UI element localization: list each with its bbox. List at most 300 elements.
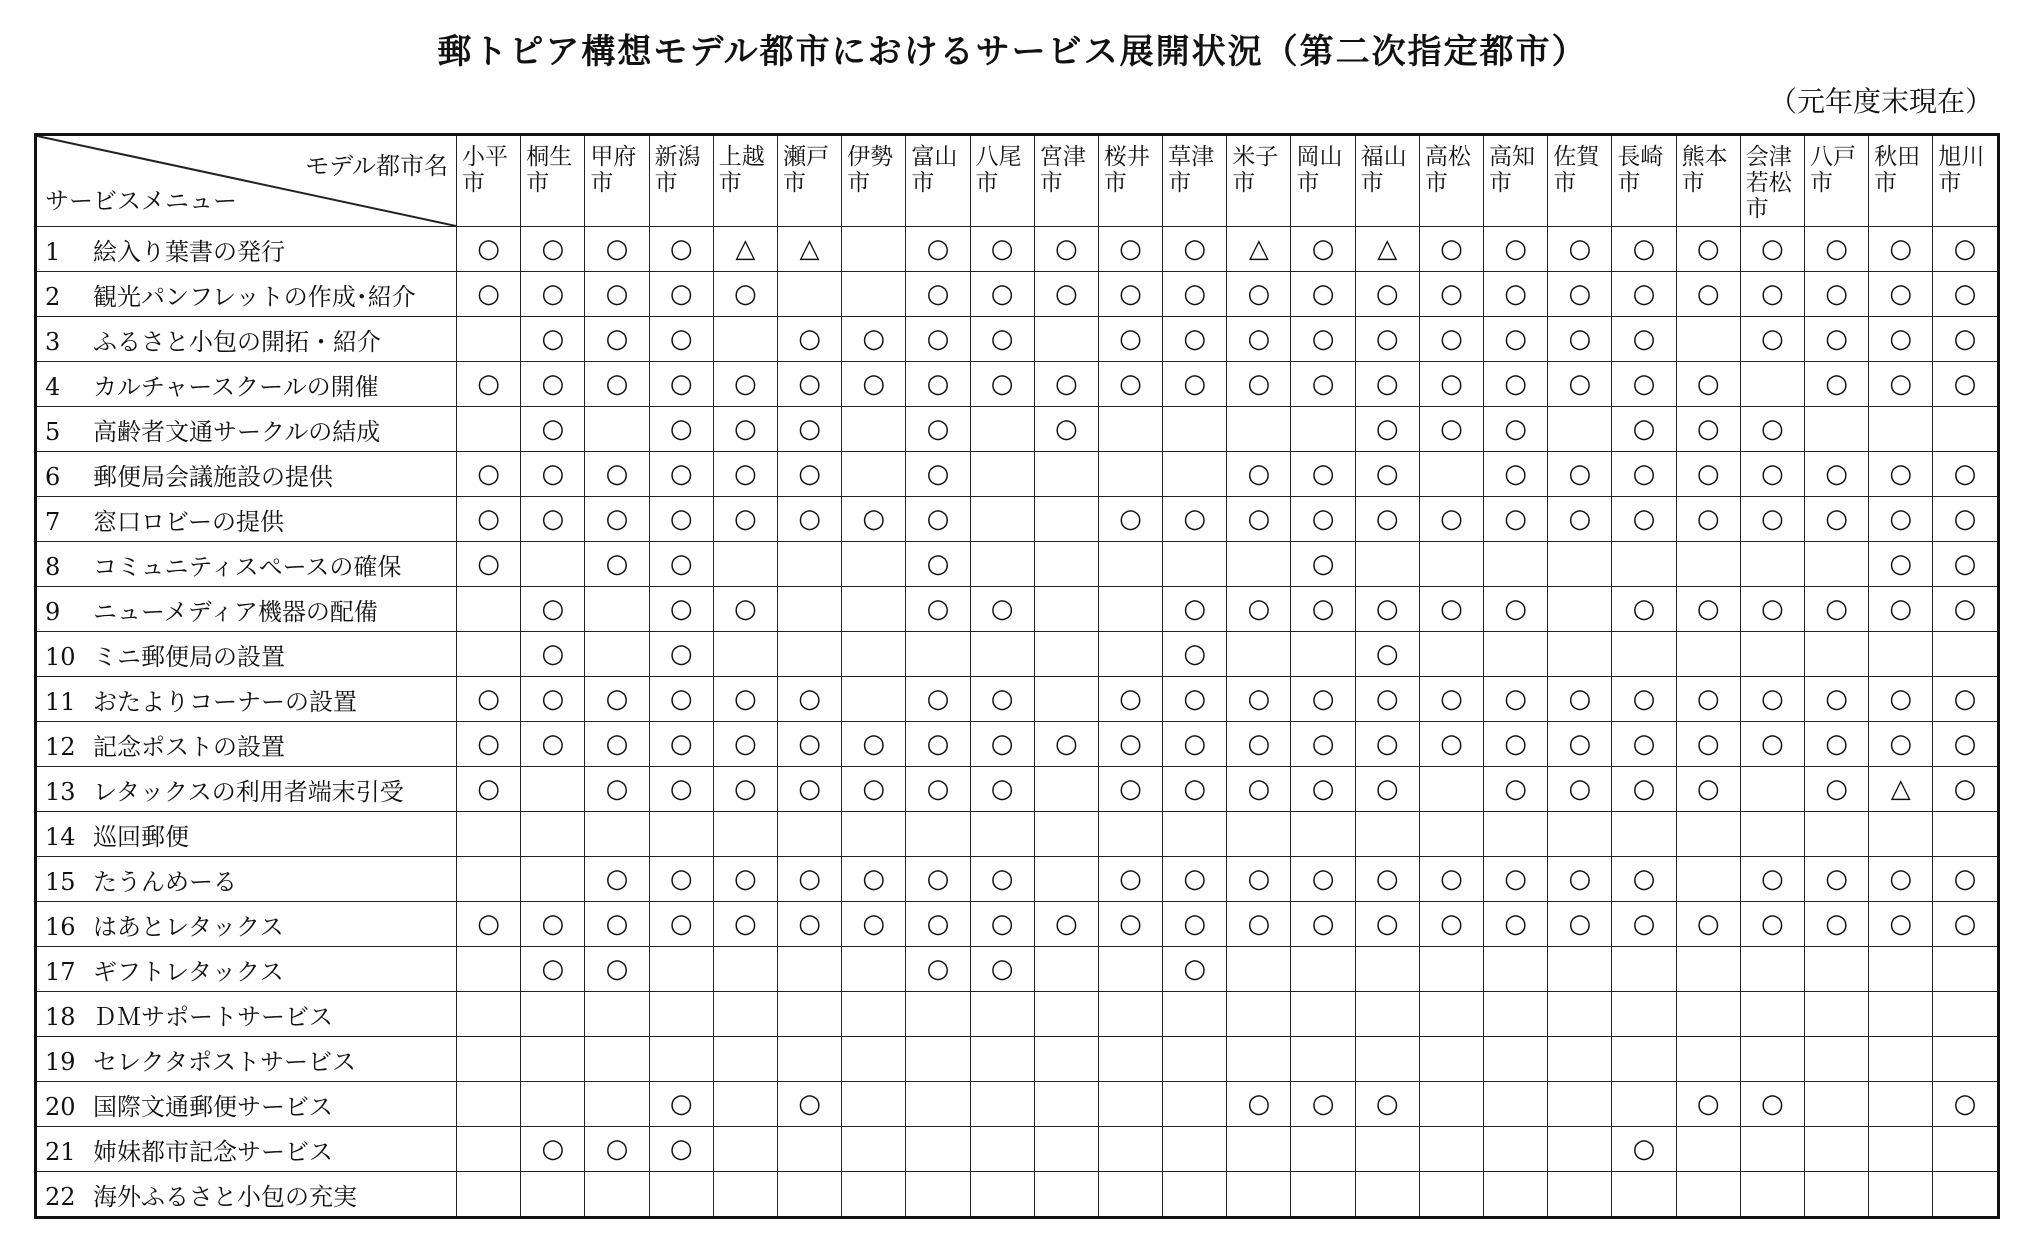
table-row [36, 407, 1999, 452]
table-row [36, 1172, 1999, 1218]
status-mark-cell [1548, 992, 1612, 1037]
service-number: 9 [45, 597, 61, 626]
status-mark-cell: ○ [521, 1127, 585, 1172]
status-mark-cell [585, 407, 649, 452]
status-mark-cell: ○ [649, 317, 713, 362]
status-mark-cell: ○ [1355, 632, 1419, 677]
service-name: 海外ふるさと小包の充実 [93, 1182, 357, 1211]
status-mark-cell [777, 587, 841, 632]
status-mark-cell [1034, 542, 1098, 587]
table-row [36, 992, 1999, 1037]
city-column-header [1869, 135, 1933, 227]
status-mark-cell [1227, 1037, 1291, 1082]
city-name: 八戸 市 [1809, 144, 1856, 196]
status-mark-cell: ○ [1676, 677, 1740, 722]
status-mark-cell [713, 1037, 777, 1082]
status-mark-cell: ○ [585, 722, 649, 767]
city-name: 桐生 市 [526, 144, 573, 196]
status-mark-cell [1291, 812, 1355, 857]
status-mark-cell: ○ [1612, 722, 1676, 767]
status-mark-cell [1098, 1127, 1162, 1172]
table-row [36, 722, 1999, 767]
status-mark-cell: ○ [649, 542, 713, 587]
status-mark-cell [1034, 632, 1098, 677]
status-mark-cell: ○ [842, 497, 906, 542]
status-mark-cell: ○ [1419, 497, 1483, 542]
status-mark-cell: ○ [1869, 857, 1933, 902]
status-mark-cell: ○ [649, 497, 713, 542]
status-mark-cell [842, 812, 906, 857]
status-mark-cell [521, 857, 585, 902]
status-mark-cell: ○ [906, 362, 970, 407]
service-name-cell [36, 407, 457, 452]
status-mark-cell: ○ [1933, 767, 1998, 812]
status-mark-cell: ○ [842, 857, 906, 902]
status-mark-cell [970, 497, 1034, 542]
status-mark-cell [777, 542, 841, 587]
service-name: ギフトレタックス [93, 957, 284, 986]
status-mark-cell [457, 317, 521, 362]
status-mark-cell: ○ [521, 632, 585, 677]
status-mark-cell: ○ [1291, 497, 1355, 542]
status-mark-cell [1355, 947, 1419, 992]
city-column-header [1419, 135, 1483, 227]
status-mark-cell: ○ [1676, 722, 1740, 767]
status-mark-cell: ○ [777, 722, 841, 767]
status-mark-cell [1740, 542, 1804, 587]
status-mark-cell [585, 1172, 649, 1218]
status-mark-cell [906, 812, 970, 857]
status-mark-cell: ○ [1227, 452, 1291, 497]
status-mark-cell: ○ [713, 767, 777, 812]
status-mark-cell: ○ [777, 452, 841, 497]
table-row [36, 767, 1999, 812]
service-number: 2 [45, 282, 61, 311]
status-mark-cell [713, 812, 777, 857]
status-mark-cell [1034, 587, 1098, 632]
status-mark-cell [1484, 992, 1548, 1037]
status-mark-cell: ○ [1291, 857, 1355, 902]
status-mark-cell: ○ [521, 452, 585, 497]
status-mark-cell: ○ [585, 497, 649, 542]
status-mark-cell [457, 947, 521, 992]
status-mark-cell [842, 947, 906, 992]
status-mark-cell: ○ [906, 902, 970, 947]
status-mark-cell: ○ [649, 677, 713, 722]
status-mark-cell [1098, 542, 1162, 587]
status-mark-cell [1227, 812, 1291, 857]
status-mark-cell: ○ [585, 857, 649, 902]
status-mark-cell [777, 947, 841, 992]
status-mark-cell [970, 1037, 1034, 1082]
status-mark-cell: ○ [1804, 857, 1868, 902]
status-mark-cell [1034, 452, 1098, 497]
status-mark-cell [1098, 1172, 1162, 1218]
city-column-header [1227, 135, 1291, 227]
status-mark-cell [1612, 1172, 1676, 1218]
status-mark-cell [842, 1082, 906, 1127]
status-mark-cell: ○ [1740, 497, 1804, 542]
status-mark-cell: ○ [1227, 857, 1291, 902]
city-column-header [1804, 135, 1868, 227]
status-mark-cell [649, 1172, 713, 1218]
status-mark-cell [713, 992, 777, 1037]
status-mark-cell: ○ [1740, 587, 1804, 632]
city-column-header [1612, 135, 1676, 227]
service-name-cell [36, 542, 457, 587]
status-mark-cell: ○ [1227, 722, 1291, 767]
status-mark-cell: ○ [1869, 497, 1933, 542]
status-mark-cell [1355, 812, 1419, 857]
status-mark-cell: ○ [1355, 497, 1419, 542]
status-mark-cell [1804, 542, 1868, 587]
status-mark-cell: ○ [1869, 542, 1933, 587]
status-mark-cell [1163, 407, 1227, 452]
corner-header-cell [36, 135, 457, 227]
status-mark-cell [1740, 767, 1804, 812]
service-name-cell [36, 812, 457, 857]
status-mark-cell [1740, 947, 1804, 992]
status-mark-cell [457, 1127, 521, 1172]
status-mark-cell [1869, 947, 1933, 992]
status-mark-cell: ○ [1933, 1082, 1998, 1127]
status-mark-cell: ○ [1548, 272, 1612, 317]
status-mark-cell: ○ [1291, 902, 1355, 947]
status-mark-cell: ○ [1098, 272, 1162, 317]
status-mark-cell [1869, 407, 1933, 452]
table-body [36, 227, 1999, 1218]
status-mark-cell: ○ [521, 272, 585, 317]
status-mark-cell: ○ [1676, 587, 1740, 632]
status-mark-cell: ○ [842, 767, 906, 812]
status-mark-cell [1612, 947, 1676, 992]
status-mark-cell [1291, 947, 1355, 992]
status-mark-cell [1098, 407, 1162, 452]
status-mark-cell: ○ [1612, 677, 1676, 722]
status-mark-cell: ○ [1548, 902, 1612, 947]
status-mark-cell [585, 587, 649, 632]
service-name: 窓口ロビーの提供 [93, 507, 285, 536]
table-row [36, 632, 1999, 677]
status-mark-cell: ○ [1163, 497, 1227, 542]
status-mark-cell: ○ [1419, 362, 1483, 407]
status-mark-cell [1484, 542, 1548, 587]
status-mark-cell: ○ [1548, 227, 1612, 272]
service-number: 22 [45, 1182, 76, 1211]
status-mark-cell: ○ [713, 857, 777, 902]
status-mark-cell: ○ [906, 722, 970, 767]
status-mark-cell [1804, 992, 1868, 1037]
status-mark-cell [1740, 992, 1804, 1037]
table-row [36, 272, 1999, 317]
city-name: 佐賀 市 [1553, 144, 1600, 196]
service-name-cell [36, 1127, 457, 1172]
status-mark-cell: ○ [1612, 767, 1676, 812]
city-column-header [1676, 135, 1740, 227]
status-mark-cell: ○ [970, 227, 1034, 272]
status-mark-cell: ○ [842, 362, 906, 407]
status-mark-cell: ○ [1676, 362, 1740, 407]
status-mark-cell: △ [777, 227, 841, 272]
status-mark-cell: ○ [1163, 857, 1227, 902]
status-mark-cell: ○ [1227, 317, 1291, 362]
status-mark-cell [970, 407, 1034, 452]
status-mark-cell: ○ [1740, 452, 1804, 497]
service-number: 21 [45, 1137, 76, 1166]
status-mark-cell [1548, 1037, 1612, 1082]
status-mark-cell [1804, 632, 1868, 677]
status-mark-cell [842, 452, 906, 497]
city-name: 八尾 市 [975, 144, 1022, 196]
status-mark-cell: ○ [1676, 407, 1740, 452]
status-mark-cell [1034, 497, 1098, 542]
status-mark-cell: ○ [521, 902, 585, 947]
status-mark-cell: ○ [1098, 767, 1162, 812]
status-mark-cell [1034, 1037, 1098, 1082]
status-mark-cell: ○ [1034, 722, 1098, 767]
status-mark-cell: ○ [1227, 272, 1291, 317]
city-column-header [1355, 135, 1419, 227]
service-number: 10 [45, 642, 76, 671]
table-row [36, 902, 1999, 947]
status-mark-cell [970, 1172, 1034, 1218]
status-mark-cell [1419, 1082, 1483, 1127]
status-mark-cell [1548, 1082, 1612, 1127]
service-name-cell [36, 362, 457, 407]
status-mark-cell: ○ [1484, 902, 1548, 947]
table-row [36, 677, 1999, 722]
service-number: 6 [45, 462, 61, 491]
status-mark-cell: ○ [649, 272, 713, 317]
status-mark-cell [457, 1172, 521, 1218]
status-mark-cell [1548, 587, 1612, 632]
status-mark-cell: ○ [1355, 1082, 1419, 1127]
status-mark-cell [1163, 452, 1227, 497]
status-mark-cell: ○ [1933, 677, 1998, 722]
status-mark-cell [1869, 992, 1933, 1037]
status-mark-cell [1804, 1082, 1868, 1127]
status-mark-cell [1740, 632, 1804, 677]
model-city-label: モデル都市名 [305, 152, 448, 180]
status-mark-cell [1227, 992, 1291, 1037]
status-mark-cell: ○ [1163, 317, 1227, 362]
city-name: 上越 市 [718, 144, 765, 196]
status-mark-cell [842, 272, 906, 317]
status-mark-cell: ○ [521, 587, 585, 632]
status-mark-cell [1612, 1037, 1676, 1082]
status-mark-cell [906, 992, 970, 1037]
service-name-cell [36, 1082, 457, 1127]
status-mark-cell: ○ [585, 452, 649, 497]
status-mark-cell: ○ [713, 677, 777, 722]
status-mark-cell: ○ [1933, 317, 1998, 362]
status-mark-cell: ○ [1163, 902, 1227, 947]
city-column-header [521, 135, 585, 227]
status-mark-cell: △ [1227, 227, 1291, 272]
status-mark-cell: ○ [649, 722, 713, 767]
status-mark-cell [1676, 992, 1740, 1037]
status-mark-cell [1291, 407, 1355, 452]
status-mark-cell [1227, 1172, 1291, 1218]
status-mark-cell: ○ [1933, 542, 1998, 587]
status-mark-cell: ○ [906, 317, 970, 362]
status-mark-cell: ○ [1291, 362, 1355, 407]
status-mark-cell: ○ [1869, 317, 1933, 362]
status-mark-cell [1163, 1082, 1227, 1127]
status-mark-cell [1034, 1127, 1098, 1172]
status-mark-cell [649, 812, 713, 857]
status-mark-cell: ○ [1098, 317, 1162, 362]
status-mark-cell: ○ [649, 227, 713, 272]
city-name: 宮津 市 [1039, 144, 1086, 196]
status-mark-cell: ○ [649, 587, 713, 632]
status-mark-cell: ○ [649, 1082, 713, 1127]
status-mark-cell: ○ [970, 362, 1034, 407]
status-mark-cell: ○ [1484, 722, 1548, 767]
as-of-date: （元年度末現在） [1768, 85, 1993, 118]
status-mark-cell [521, 767, 585, 812]
status-mark-cell: ○ [1227, 362, 1291, 407]
status-mark-cell: ○ [1933, 362, 1998, 407]
status-mark-cell [1098, 1082, 1162, 1127]
status-mark-cell [1419, 632, 1483, 677]
status-mark-cell: ○ [842, 902, 906, 947]
status-mark-cell [713, 1082, 777, 1127]
status-mark-cell: ○ [906, 542, 970, 587]
status-mark-cell: ○ [521, 497, 585, 542]
status-mark-cell: ○ [1355, 587, 1419, 632]
status-mark-cell [1227, 542, 1291, 587]
status-mark-cell: ○ [1419, 677, 1483, 722]
status-mark-cell: ○ [649, 632, 713, 677]
status-mark-cell [521, 812, 585, 857]
status-mark-cell: ○ [457, 362, 521, 407]
status-mark-cell [1869, 1082, 1933, 1127]
status-mark-cell: ○ [1740, 1082, 1804, 1127]
status-mark-cell [1548, 1172, 1612, 1218]
status-mark-cell [649, 992, 713, 1037]
status-mark-cell: ○ [1291, 227, 1355, 272]
status-mark-cell [713, 542, 777, 587]
status-mark-cell: ○ [1419, 227, 1483, 272]
status-mark-cell [1869, 1037, 1933, 1082]
status-mark-cell [1676, 317, 1740, 362]
city-column-header [1163, 135, 1227, 227]
status-mark-cell: ○ [1291, 587, 1355, 632]
status-mark-cell: ○ [1163, 677, 1227, 722]
status-mark-cell: ○ [1098, 857, 1162, 902]
status-mark-cell: ○ [970, 857, 1034, 902]
status-mark-cell: ○ [777, 497, 841, 542]
service-name: おたよりコーナーの設置 [93, 687, 357, 716]
status-mark-cell [1291, 1037, 1355, 1082]
status-mark-cell [1227, 947, 1291, 992]
status-mark-cell: ○ [1612, 587, 1676, 632]
status-mark-cell: ○ [1869, 722, 1933, 767]
service-number: 14 [45, 822, 76, 851]
status-mark-cell [842, 632, 906, 677]
status-mark-cell: ○ [777, 767, 841, 812]
status-mark-cell [906, 632, 970, 677]
status-mark-cell [1098, 1037, 1162, 1082]
table-row [36, 452, 1999, 497]
status-mark-cell: ○ [1291, 452, 1355, 497]
table-row [36, 497, 1999, 542]
table-row [36, 1127, 1999, 1172]
status-mark-cell: ○ [1548, 317, 1612, 362]
status-mark-cell [457, 587, 521, 632]
status-mark-cell: ○ [1804, 452, 1868, 497]
status-mark-cell [457, 1082, 521, 1127]
status-mark-cell [1933, 947, 1998, 992]
status-mark-cell [1804, 1037, 1868, 1082]
service-name-cell [36, 767, 457, 812]
status-mark-cell: ○ [1612, 497, 1676, 542]
status-mark-cell: ○ [1804, 362, 1868, 407]
status-mark-cell: ○ [585, 677, 649, 722]
city-column-header [777, 135, 841, 227]
status-mark-cell: ○ [1548, 722, 1612, 767]
status-mark-cell: ○ [1355, 722, 1419, 767]
status-mark-cell: ○ [1484, 407, 1548, 452]
status-mark-cell [777, 1037, 841, 1082]
status-mark-cell [842, 1037, 906, 1082]
status-mark-cell [1163, 542, 1227, 587]
status-mark-cell: ○ [1612, 1127, 1676, 1172]
status-mark-cell: ○ [1804, 317, 1868, 362]
status-mark-cell [842, 542, 906, 587]
city-column-header [1933, 135, 1998, 227]
status-mark-cell [1548, 1127, 1612, 1172]
status-mark-cell: ○ [906, 947, 970, 992]
status-mark-cell [1484, 1172, 1548, 1218]
status-mark-cell: ○ [1355, 317, 1419, 362]
status-mark-cell: ○ [906, 587, 970, 632]
service-number: 16 [45, 912, 76, 941]
status-mark-cell [1869, 812, 1933, 857]
status-mark-cell: ○ [1291, 677, 1355, 722]
status-mark-cell: ○ [1098, 902, 1162, 947]
status-mark-cell [1419, 767, 1483, 812]
status-mark-cell [970, 812, 1034, 857]
status-mark-cell [521, 1037, 585, 1082]
status-mark-cell: ○ [970, 902, 1034, 947]
status-mark-cell: ○ [777, 407, 841, 452]
status-mark-cell: ○ [1740, 227, 1804, 272]
status-mark-cell: ○ [585, 902, 649, 947]
status-mark-cell: ○ [777, 857, 841, 902]
status-mark-cell [1804, 947, 1868, 992]
city-name: 米子 市 [1232, 144, 1279, 196]
status-mark-cell [521, 542, 585, 587]
status-mark-cell: ○ [713, 902, 777, 947]
status-mark-cell [1355, 992, 1419, 1037]
status-mark-cell: ○ [1098, 227, 1162, 272]
status-mark-cell: ○ [1869, 227, 1933, 272]
status-mark-cell [842, 677, 906, 722]
status-mark-cell: ○ [457, 497, 521, 542]
status-mark-cell: ○ [1419, 272, 1483, 317]
status-mark-cell [1098, 452, 1162, 497]
status-mark-cell [1548, 407, 1612, 452]
status-mark-cell: ○ [1291, 767, 1355, 812]
status-mark-cell [777, 632, 841, 677]
city-name: 旭川 市 [1938, 144, 1985, 196]
status-mark-cell: ○ [1676, 902, 1740, 947]
status-mark-cell [457, 1037, 521, 1082]
status-mark-cell: ○ [649, 767, 713, 812]
status-mark-cell [1484, 812, 1548, 857]
